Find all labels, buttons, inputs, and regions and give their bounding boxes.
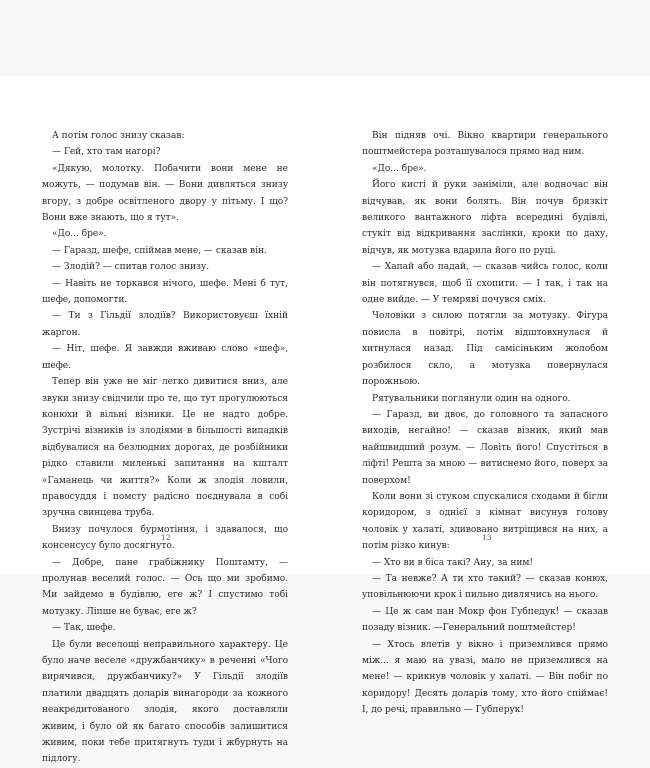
paragraph: — Хапай або падай, — сказав чийсь голос, коли він потягнувся, щоб її схопити. — І так, і так на одне вийде. — У темряві почувся сміх. [362,262,608,306]
page-number-right: 13 [482,533,492,542]
right-page [362,128,608,719]
paragraph: — Гей, хто там нагорі? [52,147,161,158]
paragraph: «До... бре». [372,163,427,174]
paragraph: Його кисті й руки заніміли, але водночас він відчував, як вони болять. Він почув брязкіт великого вантажного ліфта всередині будівлі, стукіт від відкривання заслінки, кроки по даху, відчув, як мотузка вдарила його по руці. [362,180,608,256]
paragraph: Це були веселощі неправильного характеру. Це було наче веселе «дружбанчику» в реченні «Чого вирячився, дружбанчику?» У Гільдії злодіїв платили двадцять доларів винагороди за кожного неакредитованого злодія, якого доставляли живим, і було ой як багато способів залишитися живим, поки тебе притягнуть туди і жбурнуть на підлогу. [42,639,288,765]
paragraph: — Так, шефе. [52,623,116,634]
paragraph: Коли вони зі стуком спускалися сходами й бігли коридором, з однієї з кімнат висунув голову чоловік у халаті, здивовано витріщився на них, а потім різко кинув: [362,491,608,552]
paragraph: — Хтось влетів у вікно і приземлився прямо між... я маю на увазі, мало не приземлився на мене! — крикнув чоловік у халаті. — Він побіг по коридору! Десять доларів тому, хто його спіймає! І, до речі, правильно — Губперук! [362,639,608,716]
left-page [42,128,288,768]
paragraph: Рятувальники поглянули один на одного. [372,393,571,404]
book-spread [0,76,650,765]
paragraph: — Навіть не торкався нічого, шефе. Мені б тут, шефе, допомогти. [42,278,288,306]
paragraph: — Добре, пане грабіжнику Поштамту, — пролунав веселий голос. — Ось що ми зробимо. Ми зайдемо в будівлю, еге ж? І спустимо тобі мотузку. Ліпше не буває, еге ж? [42,557,288,617]
paragraph: «Дякую, молотку. Побачити вони мене не можуть, — подумав він. — Вони дивляться знизу вгору, з добре освітленого двору у пітьму. І що? Вони вже знають, що я тут». [42,163,288,224]
paragraph: Він підняв очі. Вікно квартири генерального поштмейстера розташувалося прямо над ним. [362,131,608,158]
paragraph: — Гаразд, шефе, спіймав мене, — сказав він. [52,245,267,256]
paragraph: — Ти з Гільдії злодіїв? Використовуєш їхній жаргон. [42,311,288,338]
paragraph: — Та невже? А ти хто такий? — сказав конюх, уповільнюючи крок і пильно дивлячись на нього. [362,573,608,601]
paragraph: Внизу почулося бурмотіння, і здавалося, що консенсусу було досягнуто. [42,524,288,552]
paragraph: «До... бре». [52,229,107,240]
paragraph: А потім голос знизу сказав: [52,131,185,141]
paragraph: — Це ж сам пан Мокр фон Губпедук! — сказав позаду візник. —Генеральний поштмейстер! [362,606,608,634]
paragraph: — Хто ви в біса такі? Ану, за ним! [372,557,534,568]
page-number-left: 12 [161,533,171,542]
paragraph: — Ніт, шефе. Я завжди вживаю слово «шеф», шефе. [42,344,288,371]
paragraph: — Злодій? — спитав голос знизу. [52,262,210,273]
paragraph: Чоловіки з силою потягли за мотузку. Фігура повисла в повітрі, потім відштовхнулася й хитнулася назад. Під самісіньким жолобом розбилося скло, а мотузка повернулася порожньою. [362,311,608,388]
paragraph: Тепер він уже не міг легко дивитися вниз, але звуки знизу свідчили про те, що тут прогулюються конюхи й вільні візники. Це не надто добре. Зустрічі візників із злодіями в більшості випадків відбувалися на безлюдних дорогах, де розбійники рідко ставили миленькі запитання на кшталт «Гаманець чи життя?» Коли ж злодія ловили, правосуддя і помсту радісно поєднувала в собі зручна свинцева труба. [42,377,288,519]
paragraph: — Гаразд, ви двоє, до головного та запасного виходів, негайно! — сказав візник, який мав найшвидший розум. — Ловіть його! Спустіться в ліфті! Решта за мною — витиснемо його, поверх за поверхом! [362,409,608,486]
